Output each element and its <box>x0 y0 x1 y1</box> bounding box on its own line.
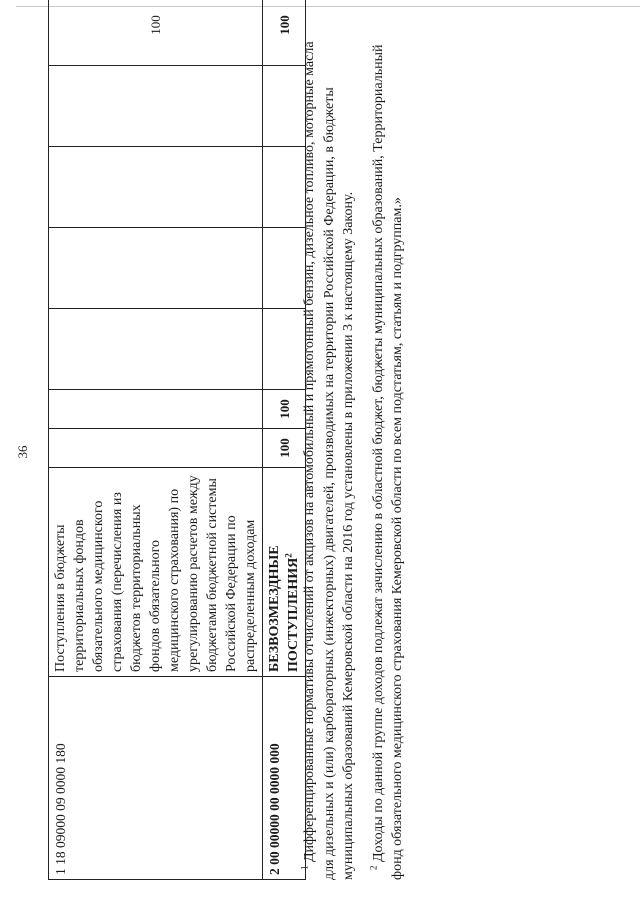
value-cell: 100 <box>263 0 306 66</box>
table-row <box>49 0 263 880</box>
page-number-text: 36 <box>15 445 30 459</box>
row-name: Поступления в бюджеты территориальных фондов обязательного медицинского страхования (перечисления из бюджетов территориальных фондов обязательного медицинского страхования) по урегулированию расчетов между бюджетами бюджетной системы Российской Федерации по распределенным доходам <box>49 468 263 677</box>
row-code: 1 18 09000 09 0000 180 <box>49 677 263 880</box>
row-code: 2 00 00000 00 0000 000 <box>263 677 306 880</box>
footnote-mark: 2 <box>367 865 378 870</box>
revenue-table-rotated <box>48 15 301 880</box>
value-cell <box>49 429 263 468</box>
footnote-mark: 1 <box>299 865 310 870</box>
footnote <box>369 22 408 880</box>
footnote-text: Доходы по данной группе доходов подлежат зачислению в областной бюджет, бюджеты муниципальных образований, Территориальный фонд обязательного медицинского страхования Кемеровской области по всем подстатьям, статьям и подгруппам.» <box>370 44 405 880</box>
value-cell <box>49 309 263 390</box>
value-cell <box>49 228 263 309</box>
footnotes <box>300 22 418 880</box>
row-name-text: БЕЗВОЗМЕЗДНЫЕ ПОСТУПЛЕНИЯ <box>267 545 301 672</box>
value-cell <box>49 66 263 147</box>
value-cell <box>49 390 263 429</box>
footnote-ref: 2 <box>283 553 294 558</box>
value-cell: 100 <box>263 429 306 468</box>
value-cell <box>49 147 263 228</box>
footnote <box>300 22 359 880</box>
value-cell: 100 <box>49 0 263 66</box>
revenue-table <box>48 0 306 880</box>
value-cell: 100 <box>263 390 306 429</box>
footnote-text: Дифференцированные нормативы отчислений от акцизов на автомобильный и прямогонный бензин, дизельное топливо, моторные масла для дизельных и (или) карбюраторных (инжекторных) двигателей, производимых на территории Российской Федерации, в бюджеты муниципальных образований Кемеровской области на 2016 год установлены в приложении 3 к настоящему Закону. <box>302 41 356 880</box>
